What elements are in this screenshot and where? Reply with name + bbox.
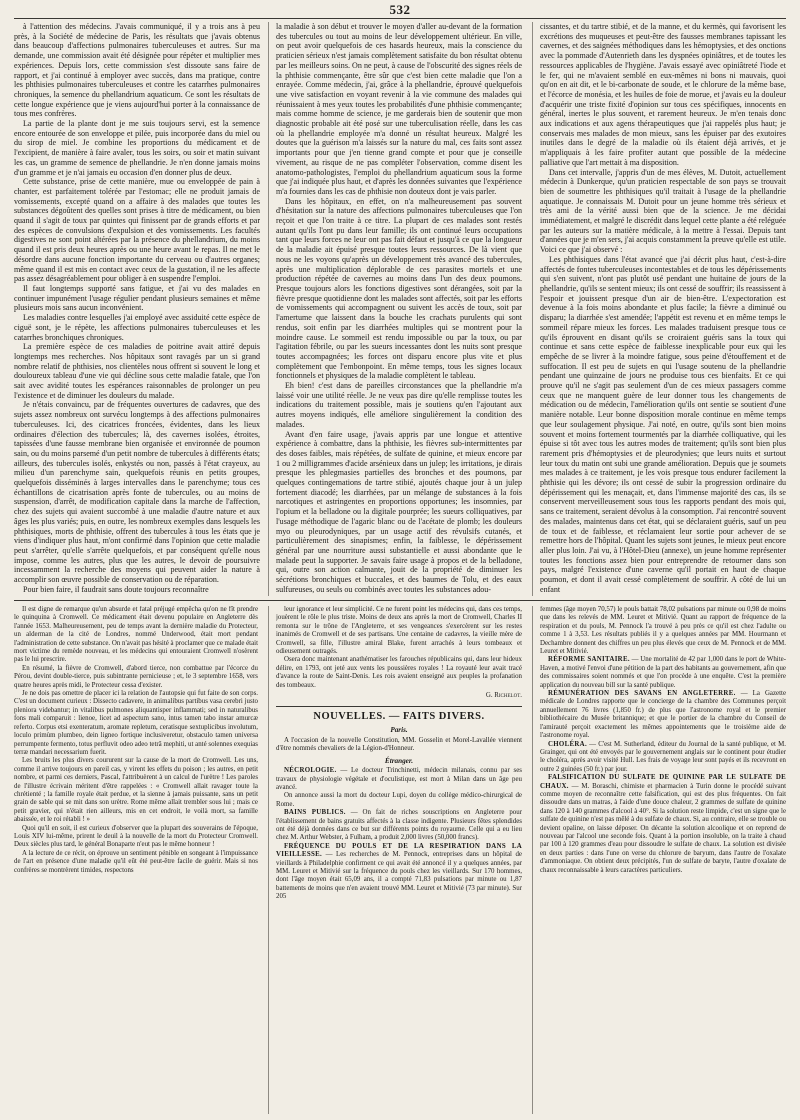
news-item-heading: RÉFORME SANITAIRE. [548,656,630,664]
news-item [540,690,786,740]
news-item-heading: RÉMUNÉRATION DES SAVANS EN ANGLETERRE. [548,690,736,698]
news-item-heading: BAINS PUBLICS. [284,809,346,817]
news-item-text: — C'est M. Sutherland, éditeur du Journal de la santé publique, et M. Grainger, qui ont été envoyés par le gouvernement anglais sur le continent pour étudier le choléra, après avoir visité Hull. Les frais de voyage leur sont payés et ils recevront en outre 2 guinées (50 fr.) par jour. [540,740,786,773]
paragraph: Les phthisiques dans l'état avancé que j'ai décrit plus haut, c'est-à-dire affectés de fontes tuberculeuses incontestables et de tous les dépérissements qui s'en suivent, n'ont pas plutôt usé pendant une huitaine de jours de la phellandrie, qu'ils se sentent mieux; ils ont cessé de souffrir; ils reassissent à l'espoir et jouissent presque d'un air de bien-être. L'expectoration est devenue à la fois moins abondante et plus facile; la fièvre a diminué ou disparu; la diarrhée s'est amendée; l'appétit est revenu et en même temps le sommeil répare mieux les forces. Les malades traduisent presque tous ce qu'ils éprouvent en disant qu'ils se croiraient guéris sans la toux qui continue et sans cette espèce de faiblesse inexplicable pour eux qui les empêche de se livrer à la moindre fatigue, sous peine d'étouffement et de suffocation. Il est peu de sujets en qui l'usage soutenu de la phellandrie pendant une quinzaine de jours ne produise tous ces bienfaits. Et ce qui prouve qu'il ne s'agit pas seulement d'un de ces mieux passagers comme ceux que ne manquent guère de leur donner tous les changements de médication ou de médecin, l'amélioration qu'ils ont sentie se soutient d'une manière notable. Leur bonne disposition morale continue en même temps que leur soulagement physique. J'ai noté, en outre, qu'ils sont bien moins souvent et moins fortement tourmentés par la diarrhée colliquative, qui les épuise si tôt avec tous les autres modes de traitement; qu'ils sont bien plus rarement pris d'hémoptysies et de pleurodynies; que leurs nuits et surtout leur toux du matin ont subi une grande amélioration. Depuis que je soumets mes malades à ce traitement, je les vois presque tous endurer facilement la phthisie qui les dévore; ils ont cessé de subir la progression ordinaire du dépérissement qui les menaçait, et, dans l'immense majorité des cas, ils se conservent merveilleusement sous tous les rapports pendant des mois qui, sans ce traitement, seraient dévolus à la consomption. J'ai rencontré souvent des malades, maintenus dans cet état, qui se déclaraient guéris, sauf un peu de toux et de faiblesse, et réclamaient leur sortie pour achever de se remettre hors de l'hôpital. Quant les sujets sont jeunes, le mieux peut encore aller plus loin. J'ai vu, à l'Hôtel-Dieu (annexe), un jeune homme représenter toutes les fonctions assez bien pour entreprendre de retourner dans son pays, malgré l'existence d'une caverne qu'il portait en haut de chaque poumon, et dont il avait cessé complètement de souffrir. A côté de lui un enfant [540,254,786,594]
column-divider [268,22,269,596]
article-column-3 [540,22,786,596]
paragraph: Quoi qu'il en soit, il est curieux d'observer que la plupart des souverains de l'époque, Louis XIV lui-même, prirent le deuil à la nouvelle de la mort du Protecteur Cromwell. Deux siècles plus tard, le général Bonaparte n'eut pas le même honneur ! [14,824,258,849]
etranger-subheading: Étranger. [384,756,414,765]
news-item [540,741,786,775]
news-item-text: — La Gazette médicale de Londres rapporte que le concierge de la chambre des Communes perçoit annuellement 76 livres (1,850 fr.) de plus que l'astronome royal et le premier bibliothécaire du Musée britannique; et que le portier de la chambre du Conseil de l'amirauté perçoit exactement les mêmes appointements que le troisième aide de l'astronome royal. [540,690,786,740]
news-item [540,606,786,656]
paragraph: La partie de la plante dont je me suis toujours servi, est la semence encore entourée de son enveloppe et pilée, puis incorporée dans du miel ou du sirop de miel. Je combine les proportions du médicament et de l'excipient, de manière à faire avaler, tous les soirs, ou soir et matin suivant les cas, un gramme de semence de phellandrie. Je n'en donne jamais moins d'un gramme et je n'ai jamais eu occasion d'en donner plus de deux. [14,119,260,177]
paragraph: Dans les hôpitaux, en effet, on n'a malheureusement pas souvent d'hésitation sur la nature des affections pulmonaires tuberculeuses que l'on reçoit et que l'on traite à ce titre. La plupart de ces malades sont restés autant qu'ils l'ont pu dans leur famille; ils ont continué leurs occupations tant que leurs forces ne leur ont pas fait défaut et jusqu'à ce que la longueur de la maladie ait épuisé presque toutes leurs ressources. De là vient que nous ne les voyons qu'après un développement très avancé des tubercules, après une multiplication déplorable de ces parasites mortels et une production répétée de cavernes au moins dans l'un des deux poumons. Presque toujours alors les fonctions digestives sont dérangées, soit par la fièvre presque quotidienne dont les malades sont affectés, soit par les efforts de vomissements qui accompagnent ou suivent les accès de toux, soit par l'amertume que laissent dans la bouche les crachats purulents qui sont rendus, soit enfin par les diarrhées multiples qui se montrent pour la moindre cause. Le sommeil est rendu impossible ou par la toux, ou par l'agitation fébrile, ou par les sueurs incessantes dont les nuits sont presque toutes accompagnées; les forces ont disparu encore plus vite et plus complètement que l'embonpoint. En même temps, tous les signes locaux fonctionnels et physiques de la maladie complètent le tableau. [276,196,522,381]
news-item-text: On annonce aussi la mort du docteur Lupi, doyen du collège médico-chirurgical de Rome. [276,792,522,808]
paragraph: Eh bien! c'est dans de pareilles circonstances que la phellandrie m'a laissé voir une utilité réelle. Je ne veux pas dire qu'elle remplisse toutes les indications du traitement possible, mais je soutiens qu'en l'ajoutant aux autres moyens indiqués, elle améliore singulièrement la condition des malades. [276,381,522,429]
column-divider [532,606,533,1114]
article-column-1 [14,22,260,596]
paragraph: Les bruits les plus divers coururent sur la cause de la mort de Cromwell. Les uns, comme il arrive toujours en pareil cas, y virent les effets du poison ; les autres, en petit nombre, et parmi ces derniers, Pascal, l'attribuèrent à un calcul de l'urètre ! Les paroles de l'illustre écrivain méritent d'être rappelées : « Cromwell allait ravager toute la chrétienté ; la famille royale était perdue, et la sienne à jamais puissante, sans un petit grain de sable qui se mit dans son urètre. Rome même allait trembler sous lui ; mais ce petit gravier, qui n'était rien ailleurs, mis en cet endroit, le voilà mort, sa famille abaissée, et le roi rétabli ! » [14,757,258,824]
paragraph: Osera donc maintenant anathématiser les farouches républicains qui, dans leur hideux délire, en 1793, ont jeté aux vents les poussières royales ! La royauté leur avait tracé d'avance la route de Saint-Denis. Les rois avaient enseigné aux peuples la profanation des tombeaux. [276,656,522,689]
paragraph: Pour bien faire, il faudrait sans doute toujours reconnaître [23,584,209,594]
paragraph: En résumé, la fièvre de Cromwell, d'abord tierce, non combattue par l'écorce du Pérou, devint double-tierce, puis subintrante pernicieuse ; et, le 3 septembre 1658, vers quatre heures après midi, le Protecteur cessa d'exister. [14,664,258,689]
news-item [540,656,786,690]
main-article [14,22,786,596]
news-item [276,792,522,809]
news-item-heading: CHOLÉRA. [548,740,587,748]
news-item-text: — On fait de riches souscriptions en Angleterre pour l'établissement de bains gratuits affectés à la classe indigente. Plusieurs fêtes splendides ont été déjà données dans ce but sur différents points du royaume. Celle qui a eu lieu chez M. Arthur Webster, à Fulham, a produit 2,000 livres (50,000 francs). [276,809,522,842]
section-rule [276,706,522,707]
news-item-text: — Le docteur Trinchinetti, médecin milanais, connu par ses travaux de physiologie végétale et d'oculistique, est mort à Milan dans un âge peu avancé. [276,767,522,791]
lower-section [14,606,786,1114]
feuilleton-column-2 [276,606,522,1114]
news-section-title: NOUVELLES. — FAITS DIVERS. [313,711,485,723]
news-item [276,809,522,843]
column-divider [268,606,269,1114]
feuilleton-column-1 [14,606,258,1114]
page-number: 532 [389,2,411,17]
news-item-heading: NÉCROLOGIE. [284,767,337,775]
author-signature: G. Richelot. [485,692,522,700]
news-item [540,774,786,875]
paragraph: Les maladies contre lesquelles j'ai employé avec assiduité cette espèce de ciguë sont, je le répète, les affections pulmonaires tuberculeuses et les catarrhes bronchiques chroniques. [14,313,260,342]
column-divider [532,22,533,596]
paragraph: Dans cet intervalle, j'appris d'un de mes élèves, M. Dutoit, actuellement médecin à Dunkerque, qu'un praticien respectable de son pays se trouvait bien de soumettre les phthisiques qu'il traitait à l'usage de la phellandrie aquatique. Je connaissais M. Dutoit pour un jeune homme très sérieux et très ami de la vérité aussi bien que de la science. Je me décidai immédiatement, et malgré le discrédit dans lequel cette plante a été reléguée par les auteurs sur la matière médicale, à la mettre à l'essai. Depuis tant d'années que je m'en sers, j'ai acquis constamment la preuve qu'elle est utile. Voici ce que j'ai observé : [540,167,786,255]
header-rule [14,18,786,19]
paragraph: La première espèce de ces maladies de poitrine avait attiré depuis longtemps mes recherches. Nos hôpitaux sont ravagés par un si grand nombre relatif de phthisies, nos clientèles nous offrent si souvent le long et douloureux tableau d'une vie qui décline sous cette maladie fatale, que l'on sait avec avidité toutes les espérances raisonnables de prolonger un peu l'existence et de diminuer les douleurs du malade. [14,342,260,400]
paragraph: Cette substance, prise de cette manière, mue ou enveloppée de pain à chanter, est parfaitement tolérée par l'estomac; elle ne produit jamais de vomissements, excepté quand on a affaire à des malades que toutes les substances dégoûtent des quelles sont prises à titre de médicament, ou bien quand il s'agit de toux par quintes qui finissent par de grands efforts et par des espèces de convulsions d'expulsion et des vomissements. Les facultés digestives ne sont point altérées par la présence du phellandrium, du moins quand il est pris deux heures après ou une heure avant le repas. Il ne met le désordre dans aucune fonction importante du cerveau ou d'autres organes; même quand il est mis en contact avec ceux de la gustation, il ne les affecte pas assez désagréablement pour obliger à en suspendre l'emploi. [14,177,260,284]
paragraph: Je ne dois pas omettre de placer ici la relation de l'autopsie qui fut faite de son corps. C'est un document curieux : Dissecto cadavere, in animalibus partibus vasa cerebri justo pleniora videbantur; in vitalibus pulmones aliquantisper inflammati; sed in naturalibus fons mali comparuit : lienoe, licet ad aspectum sano, intus tamen tabo instar amurcæ referto. Corpus etsi exenteratum, aromate repletum, ceratisque sextuplicibus involutum, loculo primùm plumbeo, dein ligneo fortique inclusiveretur, obstaculo tamen universa perrumpente fermento, totus perfluvit odeo adeo tetrâ mephiti, ut anté solennes exequias terræ mandari necessarium fuerit. [14,690,258,756]
paragraph: la maladie à son début et trouver le moyen d'aller au-devant de la formation des tubercules ou tout au moins de leur développement ultérieur. En ville, on peut avoir quelquefois de ces hasards heureux, mais la conscience du praticien sérieux n'est jamais complètement satisfaite du bon résultat obtenu par les meilleurs soins. On ne peut, à cause de l'obscurité des signes réels de la phthisie commençante, être sûr que c'est bien cette maladie que l'on a enrayée. Comme médecin, j'ai, grâce à la phellandrie, éprouvé quelquefois une vive satisfaction en voyant revenir à la vie commune des malades qui réunissaient à mes yeux toutes les probabilités d'une phthisie commençante; mais comme homme de science, je me garderais bien de soutenir que mon diagnostic probable ait été posé sur une tuberculisation réelle, dans les cas où la phellandrie employée m'a donné un résultat heureux. Malgré les doutes que la guérison m'a laissés sur la nature du mal, ces faits sont assez importants pour que j'en tienne grand compte et pour que je conseille vivement, au risque de ne pas compléter l'observation, comme disent les anatomo-pathologistes, l'emploi du phellandrium aquaticum sous la forme que j'ai indiquée plus haut, et d'après les données suivantes que l'expérience m'a fournies dans les cas de phthisie non douteux dont je vais parler. [276,22,522,196]
news-column-3 [540,606,786,1114]
paragraph: cissantes, et du tartre stibié, et de la manne, et du kermès, qui favorisent les excrétions des muqueuses et peut-être des fausses membranes tapissant les cavernes, et des saignées méthodiques dans les hémoptysies, et des onctions avec la pommade d'Autenrieth dans les dyspnées opiniâtres, et de toutes les ressources applicables de l'hygiène. J'avais essayé avec opiniâtreté l'iode et le fer, qui ne m'avaient semblé en eux-mêmes ni bons ni mauvais, quoi qu'on en ait dit, et le bi-carbonate de soude, et le chlorure de la même base, et l'écorce de monésia, et les huiles de foie de morue, et j'avais eu la douleur d'acquérir une triste fixité d'opinion sur tous ces spécifiques, innocents en général, inertes le plus souvent, et rarement heureux. Je m'en tenais donc aux indications et aux agens thérapeutiques que j'ai rappelés plus haut; je conservais mes malades de mon mieux, sans les épuiser par des exutoires inutiles dans le degré de la maladie où ils étaient déjà arrivés, et je m'appliquais à les faire profiter autant que possible de la médecine palliative que l'art mettait à ma disposition. [540,22,786,167]
paragraph: Il faut longtemps supporté sans fatigue, et j'ai vu des malades en continuer impunément l'usage régulier pendant plusieurs semaines et même plusieurs mois sans aucun inconvénient. [14,283,260,313]
news-item-text: — M. Boraschi, chimiste et pharmacien à Turin donne le procédé suivant comme moyen de reconnaître cette falsification, qui est des plus fréquentes. On fait dissoudre dans un matras, à l'aide d'une douce chaleur, 2 grammes de sulfate de quinine dans 120 à 140 grammes d'alcool à 40°. Si la solution reste limpide, c'est un signe que le sulfate de quinine n'est pas mêlé à du sulfate de chaux. Si, au contraire, elle se trouble ou devient opaline, on laisse déposer. On décante la solution alcoolique et on reprend de nouveau par l'alcool une seconde fois. Quant à la portion insoluble, on la traite à chaud par 100 à 120 grammes d'eau pour dissoudre le sulfate de chaux. La solution est divisée en deux parties : dans l'une on verse du chlorure de baryum, dans l'autre de l'oxalate d'ammoniaque. On obtient deux précipités, l'un de sulfate de baryte, l'autre d'oxalate de chaux reconnaissable à leurs caractères particuliers. [540,782,786,874]
article-column-2 [276,22,522,596]
feuilleton-rule [14,600,786,601]
paragraph: Avant d'en faire usage, j'avais appris par une longue et attentive expérience à combattre, dans la phthisie, les fièvres sub-intermittentes par des doses faibles, mais répétées, de sulfate de quinine, et mieux encore par 1 ou 2 milligrammes d'acide arsénieux dans un julep; les irritations, je dirais presque les phlegmasies partielles des bronches et des poumons, par quelques contingemations de tartre stibié, ajoutés chaque jour à un julep fortement diacodé; les diarrhées, par un mélange de substances à la fois narcotiques et astringentes en proportions opportunes; les insomnies, par l'opium et la belladone ou la digitale pourprée; les sueurs colliquatives, par l'usage méthodique de l'agaric blanc ou de l'acétate de plomb; les douleurs myo ou pleurodyniques, par un usage actif des révulsifs cutanés, et particulièrement des sinapismes; enfin, la faiblesse, le dépérissement général par une nourriture aussi substantielle et aussi abondante que le malade peut la supporter. Je savais faire usage à propos et de la belladone, qui, outre son action calmante, jouit de la propriété de diminuer les sécrétions bronchiques et buccales, et des baumes de Tolu, et des eaux sulfureuses, ou seuls ou combinés avec toutes les substances adou- [276,429,522,594]
paragraph: à l'attention des médecins. J'avais communiqué, il y a trois ans à peu près, à la Société de médecine de Paris, les résultats que j'avais obtenus dans beaucoup d'affections pulmonaires tuberculeuses et autres. Sur ma demande, une commission avait été désignée pour répéter et multiplier mes expériences. Depuis lors, cette commission s'est dissoute sans faire de rapport, et j'ai continué à employer avec succès, dans ma pratique, contre les phthisies pulmonaires tuberculeuses et contre les catarrhes pulmonaires chroniques, la semence du phellandrium aquaticum. Ce sont les résultats de cette longue expérience que je viens aujourd'hui porter à la connaissance de tous mes confrères. [14,22,260,119]
paragraph: Il est digne de remarque qu'un absurde et fatal préjugé empêcha qu'on ne fît prendre le quinquina à Cromwell. Ce médicament était devenu populaire en Angleterre dès l'année 1653. Malheureusement, peu de temps avant la dernière maladie du Protecteur, un alderman de la cité de Londres, nommé Underwood, était mort pendant l'administration de cette substance. On n'avait pas hésité à proclamer que ce malade était mort victime du remède nouveau, et les médecins qui entouraient Cromwell n'osèrent pas le lui prescrire. [14,606,258,664]
news-item-text: femmes (âge moyen 70,57) le pouls battait 78,02 pulsations par minute ou 0,98 de moins que dans les relevés de MM. Leuret et Mitivié. Quant au rapport de fréquence de la respiration et du pouls, M. Pennock l'a trouvé à peu près ce qu'il est chez l'adulte ou comme 1 à 3,53. Les résultats publiés il y a quelques années par MM. Hourmann et Dechambre donnent des chiffres un peu plus élevés que ceux de M. Pennock et de MM. Leuret et Mitivié. [540,606,786,656]
news-item [276,767,522,792]
news-item-text: — Une mortalité de 42 par 1,000 dans le port de White-Haven, a motivé l'envoi d'une pétition de la part des habitants au gouvernement, afin que des commissaires soient nommés et que l'on procède à une enquête. C'est la première application du nouveau bill sur la santé publique. [540,656,786,689]
paragraph: leur ignorance et leur simplicité. Ce ne furent point les médecins qui, dans ces temps, jouèrent le rôle le plus triste. Moins de deux ans après la mort de Cromwell, Charles II remonta sur le trône de l'Angleterre, et ses vengeances s'exercèrent sur les restes inanimés de Cromwell et de ses partisans. Une centaine de cadavres, la vieille mère de Cromwell, sa fille, l'illustre amiral Blake, furent arrachés à leurs tombeaux et odieusement outragés. [276,606,522,656]
paragraph: A la lecture de ce récit, on éprouve un sentiment pénible en songeant à l'impuissance de l'art en présence d'une maladie qu'il eût été peut-être facile de guérir. Mais si nos confrères se montrèrent timides, respectons [14,849,258,874]
news-item-heading: FRÉQUENCE DU POULS ET DE LA RESPIRATION DANS LA VIEILLESSE. [276,842,522,859]
news-item [276,843,522,902]
news-item-text: — Les recherches de M. Pennock, entreprises dans un hôpital de vieillards à Philadelphie confirment ce qui avait été annoncé il y a quelques années, par MM. Leuret et Mitivié sur la fréquence du pouls chez les vieillards. Sur 170 hommes, dont l'âge moyen était 65,09 ans, il a compté 71,83 pulsations par minute ou 1,87 battements de moins que n'en avaient trouvé MM. Leuret et Mitivié (73 par minute). Sur 205 [276,851,522,901]
paris-news-item: A l'occasion de la nouvelle Constitution, MM. Gosselin et Morel-Lavallée viennent d'être nommés chevaliers de la Légion-d'Honneur. [276,736,522,753]
paris-subheading: Paris. [390,726,408,735]
news-item-heading: FALSIFICATION DU SULFATE DE QUININE PAR LE SULFATE DE CHAUX. [540,774,786,790]
paragraph: Je n'étais convaincu, par de fréquentes ouvertures de cadavres, que des sujets assez nombreux ont survécu longtemps à des affections pulmonaires tuberculeuses. Ici, des cicatrices froncées, évidentes, dans les lieux ordinaires d'élection des tubercules; là, des cavernes isolées, étroites, tapissées d'une fausse membrane bien organisée et environnée de poumon sain, ou du moins parsemé d'un petit nombre de tubercules à différents états; ailleurs, des tubercules isolés, enkystés ou non, passés à l'état crayeux, au milieu d'un parenchyme sain, quelquefois réunis en petits groupes, quelquefois disséminés à larges intervalles dans le parenchyme; tous ces échantillons de cicatrisation après fonte de tubercules, ou au moins de suspension, d'arrêt, de modification capitale dans la marche de l'affection, chez des sujets qui avaient succombé à une maladie d'autre nature et aux âges les plus variés; puis, en outre, les nombreux exemples dans lesquels les phthisiques, morts de phthisie, offrent des tubercules à tous les états que je viens d'indiquer plus haut, m'ont confirmé dans l'opinion que cette maladie peut s'arrêter, qu'elle s'arrête quelquefois, et par conséquent qu'elle nous impose, comme les autres, plus que les autres, le devoir de poursuivre incessamment la recherche des moyens qui peuvent aider la nature à accomplir son œuvre possible de conservation ou de réparation. [14,400,260,585]
